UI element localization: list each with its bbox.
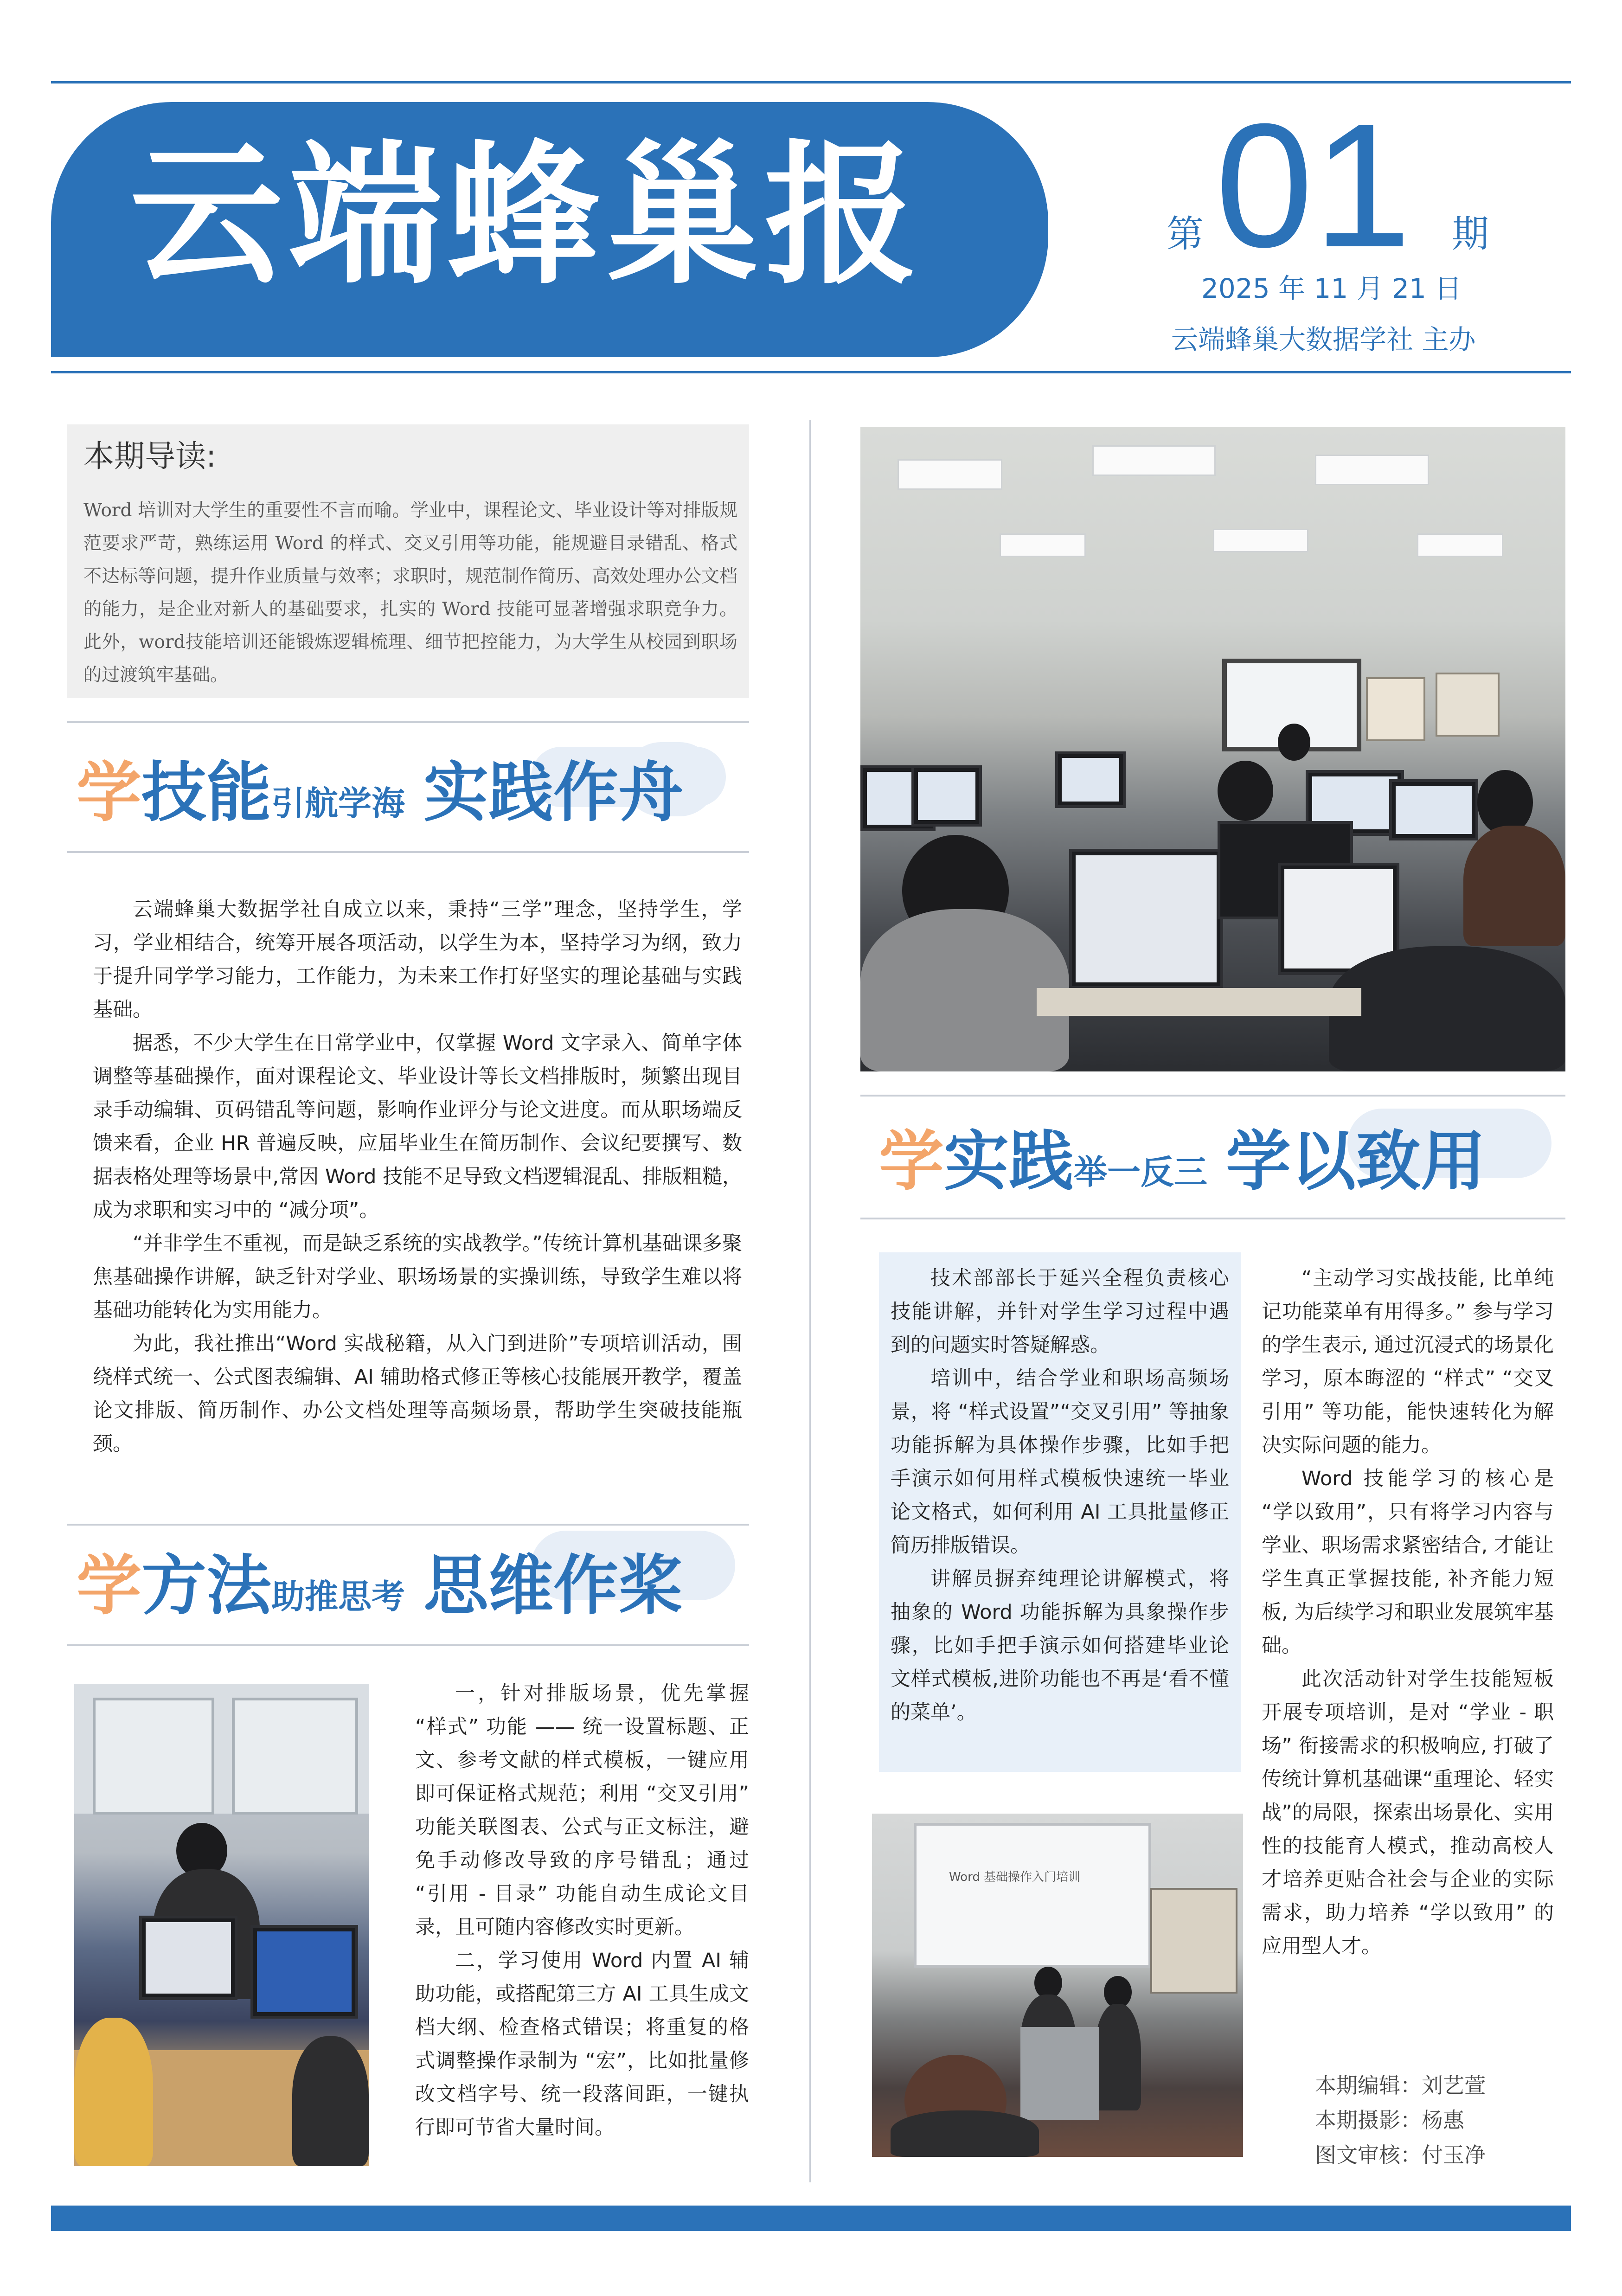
section-small: 举一反三 (1074, 1153, 1208, 1192)
section-small: 助推思考 (271, 1577, 405, 1616)
newspaper-title: 云端蜂巢报 (130, 127, 923, 305)
paragraph: “主动学习实战技能, 比单纯记功能菜单有用得多。” 参与学习的学生表示, 通过沉浸式的场景化学习，原本晦涩的 “样式” “交叉引用” 等功能，能快速转化为解决实际问题的能力。 (1262, 1267, 1554, 1457)
credit-editor: 本期编辑：刘艺萱 (1315, 2073, 1486, 2098)
paragraph: 云端蜂巢大数据学社自成立以来，秉持“三学”理念，坚持学生，学习，学业相结合，统筹开展各项活动，以学生为本，坚持学习为纲，致力于提升同学学习能力，工作能力，为未来工作打好坚实的理论基础与实践基础。 (93, 898, 742, 1021)
practice-photo (74, 1684, 369, 2166)
paragraph: 技术部部长于延兴全程负责核心技能讲解，并针对学生学习过程中遇到的问题实时答疑解惑。 (891, 1267, 1229, 1357)
paragraph: 一，针对排版场景，优先掌握 “样式” 功能 —— 统一设置标题、正文、参考文献的样式模板，一键应用即可保证格式规范；利用 “交叉引用” 功能关联图表、公式与正文标注，避免手动修改导致的序号错乱；通过 “引用 - 目录” 功能自动生成论文目录，且可随内容修改实时更新。 (415, 1682, 749, 1939)
divider (67, 1524, 749, 1526)
section-tail: 学以致用 (1226, 1124, 1486, 1199)
organizer: 云端蜂巢大数据学社 主办 (1171, 324, 1476, 355)
credit-review: 图文审核：付玉净 (1315, 2142, 1486, 2168)
section-heading-skills (67, 742, 749, 840)
divider (860, 1218, 1565, 1219)
section-practice-body (1262, 1262, 1554, 1963)
paragraph: 为此，我社推出“Word 实战秘籍，从入门到进阶”专项培训活动，围绕样式统一、公式图表编辑、AI 辅助格式修正等核心技能展开教学，覆盖论文排版、简历制作、办公文档处理等高频场景，帮助学生突破技能瓶颈。 (93, 1332, 742, 1456)
section-char: 学 (77, 1548, 142, 1624)
section-main: 实践 (944, 1124, 1074, 1199)
highlight-box-text (891, 1262, 1229, 1729)
paragraph: 培训中，结合学业和职场高频场景，将 “样式设置”“交叉引用” 等抽象功能拆解为具体操作步骤，比如手把手演示如何用样式模板快速统一毕业论文格式，如何利用 AI 工具批量修正简历排版错误。 (891, 1367, 1229, 1557)
bottom-bar (51, 2206, 1571, 2231)
lecture-photo (872, 1814, 1243, 2157)
column-divider (809, 420, 811, 2182)
issue-prefix: 第 (1167, 212, 1204, 256)
section-heading-practice (860, 1109, 1565, 1206)
screen-text: Word 基础操作入门培训 (949, 1870, 1081, 1884)
section-char: 学 (879, 1124, 944, 1199)
divider (67, 721, 749, 723)
paragraph: 二，学习使用 Word 内置 AI 辅助功能，或搭配第三方 AI 工具生成文档大纲、检查格式错误；将重复的格式调整操作录制为 “宏”，比如批量修改文档字号、统一段落间距，一键执行即可节省大量时间。 (415, 1949, 749, 2139)
issue-date: 2025 年 11 月 21 日 (1201, 273, 1462, 304)
intro-text: Word 培训对大学生的重要性不言而喻。学业中，课程论文、毕业设计等对排版规范要求严苛，熟练运用 Word 的样式、交叉引用等功能，能规避目录错乱、格式不达标等问题，提升作业质量与效率；求职时，规范制作简历、高效处理办公文档的能力，是企业对新人的基础要求，扎实的 Word 技能可显著增强求职竞争力。此外，word技能培训还能锻炼逻辑梳理、细节把控能力，为大学生从校园到职场的过渡筑牢基础。 (83, 500, 737, 686)
masthead-rule (51, 371, 1571, 373)
section-tail: 实践作舟 (423, 755, 684, 831)
projector-screen (914, 1823, 1151, 1968)
divider (67, 851, 749, 853)
divider (860, 1095, 1565, 1097)
section-char: 学 (77, 755, 142, 831)
section-skills-body (93, 893, 742, 1461)
section-main: 技能 (141, 755, 272, 831)
section-methods-body (415, 1677, 749, 2144)
paragraph: 据悉，不少大学生在日常学业中，仅掌握 Word 文字录入、简单字体调整等基础操作，面对课程论文、毕业设计等长文档排版时，频繁出现目录手动编辑、页码错乱等问题，影响作业评分与论文进度。而从职场端反馈来看，企业 HR 普遍反映，应届毕业生在简历制作、会议纪要撰写、数据表格处理等场景中,常因 Word 技能不足导致文档逻辑混乱、排版粗糙，成为求职和实习中的 “减分项”。 (93, 1032, 742, 1222)
intro-heading: 本期导读: (83, 438, 217, 474)
paragraph: “并非学生不重视，而是缺乏系统的实战教学。”传统计算机基础课多聚焦基础操作讲解，缺乏针对学业、职场场景的实操训练，导致学生难以将基础功能转化为实用能力。 (93, 1232, 742, 1322)
classroom-photo (860, 427, 1565, 1071)
section-heading-methods (67, 1531, 749, 1628)
credit-photo: 本期摄影：杨惠 (1315, 2108, 1464, 2133)
section-main: 方法 (141, 1548, 272, 1624)
section-small: 引航学海 (271, 784, 405, 823)
paragraph: Word 技能学习的核心是 “学以致用”，只有将学习内容与学业、职场需求紧密结合, 才能让学生真正掌握技能, 补齐能力短板, 为后续学习和职业发展筑牢基础。 (1262, 1467, 1554, 1657)
top-rule (51, 81, 1571, 83)
divider (67, 1644, 749, 1646)
paragraph: 讲解员摒弃纯理论讲解模式，将抽象的 Word 功能拆解为具象操作步骤，比如手把手演示如何搭建毕业论文样式模板,进阶功能也不再是‘看不懂的菜单’。 (891, 1567, 1229, 1724)
issue-number: 01 (1215, 87, 1411, 284)
issue-suffix: 期 (1452, 212, 1489, 256)
section-tail: 思维作桨 (423, 1548, 684, 1624)
paragraph: 此次活动针对学生技能短板开展专项培训，是对 “学业 - 职场” 衔接需求的积极响应, 打破了传统计算机基础课“重理论、轻实战”的局限，探索出场景化、实用性的技能育人模式，推动高校人才培养更贴合社会与企业的实际需求，助力培养 “学以致用” 的应用型人才。 (1262, 1667, 1554, 1958)
